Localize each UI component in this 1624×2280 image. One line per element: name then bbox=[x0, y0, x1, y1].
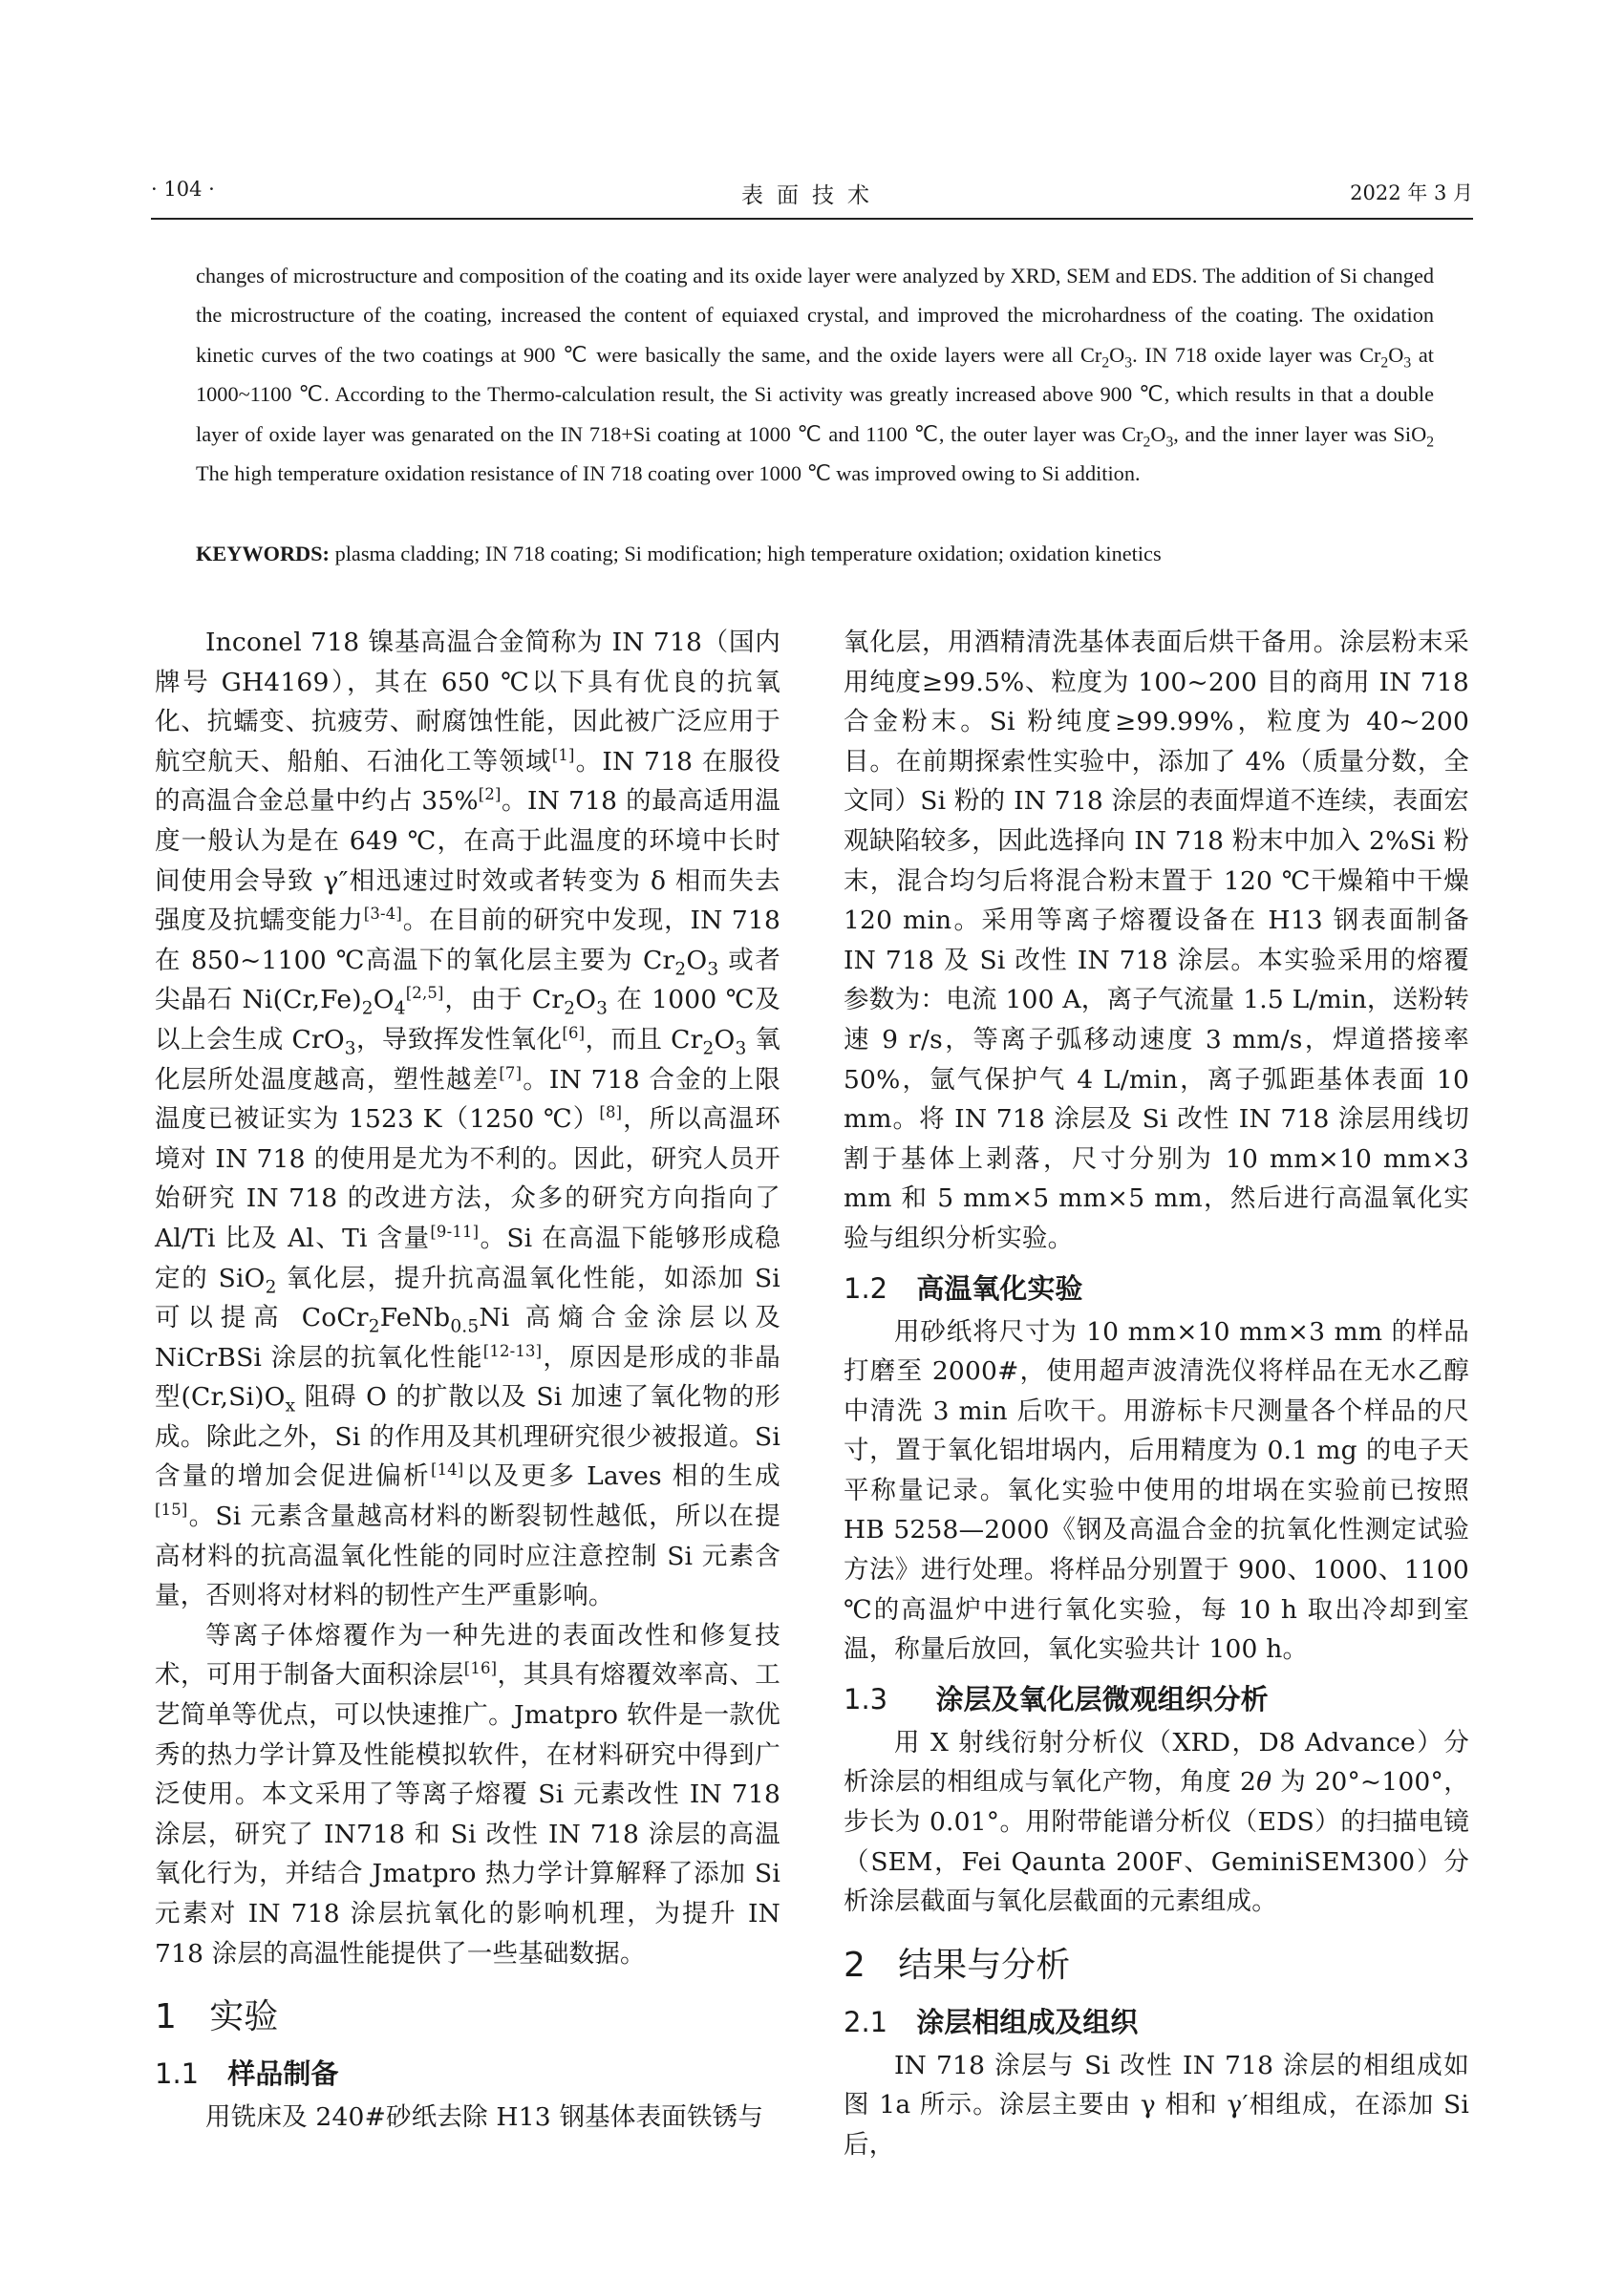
sample-prep-paragraph: 用铣床及 240#砂纸去除 H13 钢基体表面铁锈与 bbox=[205, 2102, 764, 2133]
right-column bbox=[844, 623, 1469, 2165]
oxidation-test-paragraph: 用砂纸将尺寸为 10 mm×10 mm×3 mm 的样品打磨至 2000#，使用超声波清洗仪将样品在无水乙醇中清洗 3 min 后吹干。用游标卡尺测量各个样品的尺寸，置于氧化铝坩埚内，后用精度为 0.1 mg 的电子天平称量记录。氧化实验中使用的坩埚在实验前已按照 HB 5258—2000《钢及高温合金的抗氧化性测定试验方法》进行处理。将样品分别置于 900、1000、1100 ℃的高温炉中进行氧化实验，每 10 h 取出冷却到室温，称量后放回，氧化实验共计 100 h。 bbox=[844, 1316, 1469, 1665]
keywords-text: plasma cladding; IN 718 coating; Si modification; high temperature oxidation; oxidation kinetics bbox=[330, 542, 1162, 565]
keywords-label: KEYWORDS: bbox=[196, 542, 330, 565]
abstract-text: changes of microstructure and composition of the coating and its oxide layer were analyzed by XRD, SEM and EDS. The addition of Si changed the microstructure of the coating, increased the content of equiaxed crystal, and improved the microhardness of the coating. The oxidation kinetic curves of the two coatings at 900 ℃ were basically the same, and the oxide layers were all $Cr_2O_3$. IN 718 oxide layer was $Cr_2O_3$ at 1000~1100 ℃. According to the Thermo-calculation result, the Si activity was greatly increased above 900 ℃, which results in that a double layer of oxide layer was genarated on the IN 718+Si coating at 1000 ℃ and 1100 ℃, the outer layer was $Cr_2O_3$, and the inner layer was SiO$_2$ The high temperature oxidation resistance of IN 718 coating over 1000 ℃ was improved owing to Si addition. bbox=[196, 264, 1435, 486]
intro-paragraph-1: Inconel 718 镍基高温合金简称为 IN 718（国内牌号 GH4169），其在 650 ℃以下具有优良的抗氧化、抗蠕变、抗疲劳、耐腐蚀性能，因此被广泛应用于航空航天、船舶、石油化工等领域[1]。IN 718 在服役的高温合金总量中约占 35%[2]。IN 718 的最高适用温度一般认为是在 649 ℃，在高于此温度的环境中长时间使用会导致 γ″相迅速过时效或者转变为 δ 相而失去强度及抗蠕变能力[3-4]。在目前的研究中发现，IN 718 在 850~1100 ℃高温下的氧化层主要为 $Cr_2O_3$ 或者尖晶石 $Ni(Cr,Fe)_2O_4[2,5]$，由于 $Cr_2O_3$ 在 1000 ℃及以上会生成 CrO$_3$，导致挥发性氧化[6]，而且 $Cr_2O_3$ 氧化层所处温度越高，塑性越差[7]。IN 718 合金的上限温度已被证实为 1523 K（1250 ℃）[8]，所以高温环境对 IN 718 的使用是尤为不利的。因此，研究人员开始研究 IN 718 的改进方法，众多的研究方向指向了 Al/Ti 比及 Al、Ti 含量[9-11]。Si 在高温下能够形成稳定的 SiO$_2$ 氧化层，提升抗高温氧化性能，如添加 Si 可以提高 CoCr$_2$FeNb$_{0.5}$Ni 高熵合金涂层以及 NiCrBSi 涂层的抗氧化性能[12-13]，原因是形成的非晶型$(Cr,Si)O_x$ 阻碍 O 的扩散以及 Si 加速了氧化物的形成。除此之外，Si 的作用及其机理研究很少被报道。Si 含量的增加会促进偏析[14]以及更多 Laves 相的生成[15]。Si 元素含量越高材料的断裂韧性越低，所以在提高材料的抗高温氧化性能的同时应注意控制 Si 元素含量，否则将对材料的韧性产生严重影响。 bbox=[155, 628, 781, 1611]
page-number: · 104 · bbox=[151, 178, 215, 201]
abstract bbox=[196, 256, 1434, 493]
section-1-3-heading: 1.3 涂层及氧化层微观组织分析 bbox=[844, 1682, 1269, 1715]
header-rule bbox=[151, 218, 1473, 220]
section-2-heading: 2 结果与分析 bbox=[844, 1945, 1071, 1985]
section-1-1-heading: 1.1 样品制备 bbox=[155, 2057, 339, 2091]
microstructure-analysis-paragraph: 用 X 射线衍射分析仪（XRD，D8 Advance）分析涂层的相组成与氧化产物，角度 2θ 为 20°~100°，步长为 0.01°。用附带能谱分析仪（EDS）的扫描电镜（SEM，Fei Qaunta 200F、GeminiSEM300）分析涂层截面与氧化层截面的元素组成。 bbox=[844, 1727, 1469, 1917]
issue-date: 2022 年 3 月 bbox=[1350, 181, 1473, 204]
sample-prep-continued: 氧化层，用酒精清洗基体表面后烘干备用。涂层粉末采用纯度≥99.5%、粒度为 100~200 目的商用 IN 718 合金粉末。Si 粉纯度≥99.99%，粒度为 40~200 目。在前期探索性实验中，添加了 4%（质量分数，全文同）Si 粉的 IN 718 涂层的表面焊道不连续，表面宏观缺陷较多，因此选择向 IN 718 粉末中加入 2%Si 粉末，混合均匀后将混合粉末置于 120 ℃干燥箱中干燥 120 min。采用等离子熔覆设备在 H13 钢表面制备 IN 718 及 Si 改性 IN 718 涂层。本实验采用的熔覆参数为：电流 100 A，离子气流量 1.5 L/min，送粉转速 9 r/s，等离子弧移动速度 3 mm/s，焊道搭接率 50%，氩气保护气 4 L/min，离子弧距基体表面 10 mm。将 IN 718 涂层及 Si 改性 IN 718 涂层用线切割于基体上剥落，尺寸分别为 10 mm×10 mm×3 mm 和 5 mm×5 mm×5 mm，然后进行高温氧化实验与组织分析实验。 bbox=[844, 628, 1469, 1253]
section-2-1-heading: 2.1 涂层相组成及组织 bbox=[844, 2005, 1139, 2038]
keywords bbox=[196, 534, 1434, 573]
intro-paragraph-2: 等离子体熔覆作为一种先进的表面改性和修复技术，可用于制备大面积涂层[16]，其具有熔覆效率高、工艺简单等优点，可以快速推广。Jmatpro 软件是一款优秀的热力学计算及性能模拟软件，在材料研究中得到广泛使用。本文采用了等离子熔覆 Si 元素改性 IN 718 涂层，研究了 IN718 和 Si 改性 IN 718 涂层的高温氧化行为，并结合 Jmatpro 热力学计算解释了添加 Si 元素对 IN 718 涂层抗氧化的影响机理，为提升 IN 718 涂层的高温性能提供了一些基础数据。 bbox=[155, 1620, 780, 1969]
left-column bbox=[155, 623, 780, 2138]
section-1-2-heading: 1.2 高温氧化实验 bbox=[844, 1271, 1083, 1305]
section-1-heading: 1 实验 bbox=[155, 1997, 279, 2037]
journal-title: 表面技术 bbox=[741, 183, 883, 208]
phase-composition-paragraph: IN 718 涂层与 Si 改性 IN 718 涂层的相组成如图 1a 所示。涂层主要由 γ 相和 γ′相组成，在添加 Si 后， bbox=[844, 2050, 1469, 2160]
page-header bbox=[151, 178, 1473, 216]
